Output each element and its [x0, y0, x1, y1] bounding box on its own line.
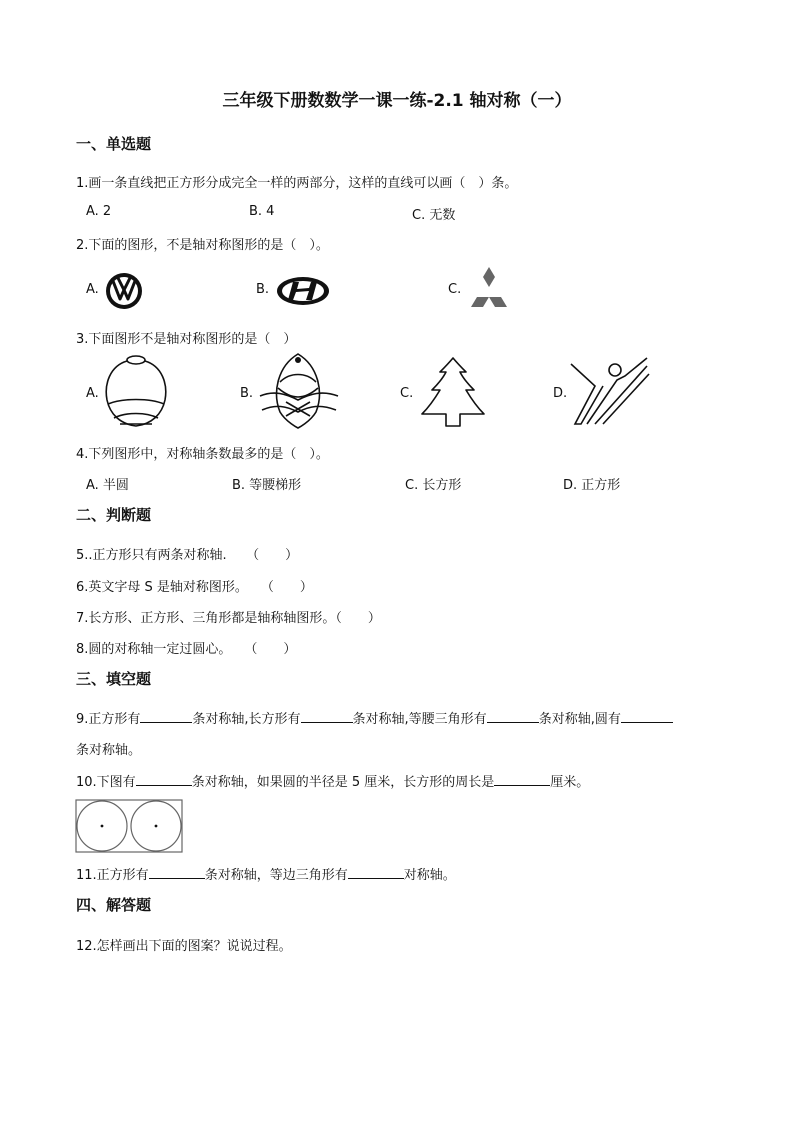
q10-blank-2[interactable] [494, 773, 550, 786]
q2-option-b-label: B. [256, 282, 270, 297]
q9-blank-1[interactable] [140, 710, 192, 723]
q9-part-4: 条对称轴,圆有 [538, 712, 621, 727]
q3-option-d-label: D. [553, 386, 568, 401]
question-4-text: 4.下列图形中，对称轴条数最多的是（ ）。 [76, 447, 329, 462]
q3-option-c-label: C. [400, 386, 414, 401]
q10-part-1: 10.下图有 [76, 775, 136, 790]
q9-blank-3[interactable] [487, 710, 539, 723]
q4-option-b: B. 等腰梯形 [232, 478, 302, 493]
question-7-text: 7.长方形、正方形、三角形都是轴称轴图形。（ ） [76, 611, 381, 626]
volkswagen-logo-icon [104, 271, 144, 311]
q9-part-2: 条对称轴,长方形有 [192, 712, 301, 727]
q3-option-a-label: A. [86, 386, 99, 401]
q2-option-a-label: A. [86, 282, 99, 297]
question-10-text [76, 771, 589, 790]
question-8-text: 8.圆的对称轴一定过圆心。 （ ） [76, 642, 297, 657]
fish-icon [258, 352, 340, 430]
two-circles-in-rectangle-figure [75, 799, 183, 853]
hyundai-logo-icon [276, 276, 330, 306]
q9-blank-4[interactable] [621, 710, 673, 723]
page-title: 三年级下册数数学一课一练-2.1 轴对称（一） [222, 91, 572, 111]
q10-part-3: 厘米。 [550, 775, 590, 790]
section-heading-single-choice: 一、单选题 [76, 135, 152, 153]
question-5-text: 5..正方形只有两条对称轴. （ ） [76, 548, 299, 563]
question-6-text: 6.英文字母 S 是轴对称图形。 （ ） [76, 580, 313, 595]
q4-option-c: C. 长方形 [405, 478, 462, 493]
section-heading-true-false: 二、判断题 [76, 506, 152, 524]
q10-blank-1[interactable] [136, 773, 192, 786]
question-1-text: 1.画一条直线把正方形分成完全一样的两部分，这样的直线可以画（ ）条。 [76, 176, 518, 191]
q10-part-2: 条对称轴，如果圆的半径是 5 厘米，长方形的周长是 [191, 775, 495, 790]
q11-blank-2[interactable] [348, 866, 404, 879]
question-9-line-1 [76, 708, 673, 727]
q11-blank-1[interactable] [149, 866, 205, 879]
q4-option-a: A. 半圆 [86, 478, 129, 493]
section-heading-problem-solving: 四、解答题 [76, 896, 152, 914]
question-11-text [76, 864, 456, 883]
vase-icon [102, 354, 172, 430]
q1-option-b: B. 4 [249, 204, 275, 219]
q9-blank-2[interactable] [301, 710, 353, 723]
question-12-text: 12.怎样画出下面的图案？说说过程。 [76, 939, 292, 954]
q3-option-b-label: B. [240, 386, 254, 401]
skier-icon [567, 356, 651, 428]
q11-part-3: 对称轴。 [403, 868, 456, 883]
question-9-line-2: 条对称轴。 [76, 743, 142, 758]
q9-part-3: 条对称轴,等腰三角形有 [352, 712, 487, 727]
q4-option-d: D. 正方形 [563, 478, 621, 493]
q1-option-a: A. 2 [86, 204, 112, 219]
q11-part-2: 条对称轴，等边三角形有 [204, 868, 348, 883]
mitsubishi-logo-icon [467, 266, 511, 308]
q2-option-c-label: C. [448, 282, 462, 297]
question-2-text: 2.下面的图形，不是轴对称图形的是（ ）。 [76, 238, 329, 253]
section-heading-fill-in: 三、填空题 [76, 670, 152, 688]
q9-part-1: 9.正方形有 [76, 712, 141, 727]
question-3-text: 3.下面图形不是轴对称图形的是（ ） [76, 332, 297, 347]
q11-part-1: 11.正方形有 [76, 868, 149, 883]
q1-option-c: C. 无数 [412, 208, 456, 223]
tree-icon [420, 356, 486, 428]
